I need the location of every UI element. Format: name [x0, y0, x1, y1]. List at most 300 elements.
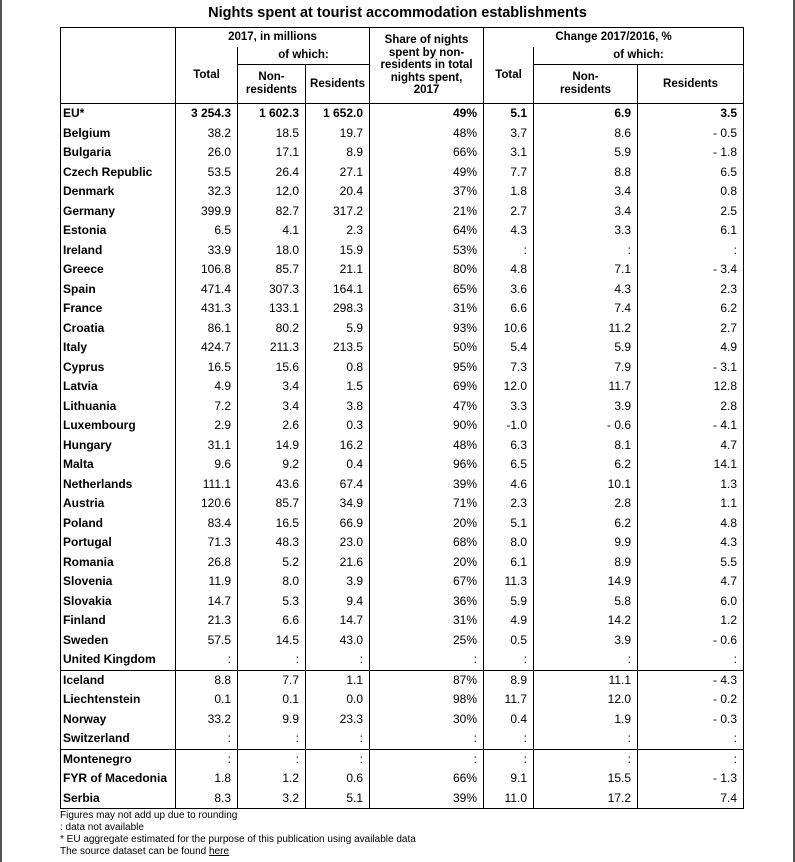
country-cell: Ireland — [61, 241, 176, 261]
change-non-residents-cell: 9.9 — [534, 533, 638, 553]
share-non-residents-cell: 30% — [370, 710, 484, 730]
country-cell: Spain — [61, 280, 176, 300]
change-residents-cell: 2.3 — [638, 280, 744, 300]
share-non-residents-cell: 37% — [370, 182, 484, 202]
residents-2017-cell: 3.8 — [306, 397, 370, 417]
non-residents-2017-cell: 5.3 — [238, 592, 306, 612]
total-2017-cell: 0.1 — [176, 690, 238, 710]
share-non-residents-cell: 69% — [370, 377, 484, 397]
residents-2017-cell: 23.3 — [306, 710, 370, 730]
change-total-cell: 2.3 — [484, 494, 534, 514]
total-2017-cell: : — [176, 749, 238, 769]
country-cell: Greece — [61, 260, 176, 280]
source-dataset-link[interactable]: here — [209, 846, 230, 857]
residents-2017-cell: 66.9 — [306, 514, 370, 534]
non-residents-2017-cell: 3.2 — [238, 789, 306, 809]
total-2017-cell: 71.3 — [176, 533, 238, 553]
residents-2017-cell: 21.6 — [306, 553, 370, 573]
share-non-residents-cell: 66% — [370, 769, 484, 789]
total-2017-cell: 14.7 — [176, 592, 238, 612]
change-residents-cell: 6.1 — [638, 221, 744, 241]
table-row — [61, 124, 744, 144]
change-residents-cell: : — [638, 729, 744, 749]
table-row — [61, 749, 744, 769]
residents-2017-cell: 1 652.0 — [306, 104, 370, 124]
non-residents-2017-cell: 6.6 — [238, 611, 306, 631]
residents-2017-cell: 27.1 — [306, 163, 370, 183]
table-row — [61, 436, 744, 456]
header-change-group: Change 2017/2016, % — [484, 28, 744, 48]
country-cell: Italy — [61, 338, 176, 358]
country-cell: Serbia — [61, 789, 176, 809]
share-non-residents-cell: 67% — [370, 572, 484, 592]
change-residents-cell: 3.5 — [638, 104, 744, 124]
country-cell: Switzerland — [61, 729, 176, 749]
non-residents-2017-cell: 9.2 — [238, 455, 306, 475]
non-residents-2017-cell: 8.0 — [238, 572, 306, 592]
total-2017-cell: 21.3 — [176, 611, 238, 631]
non-residents-2017-cell: 43.6 — [238, 475, 306, 495]
change-non-residents-cell: : — [534, 749, 638, 769]
table-row — [61, 377, 744, 397]
residents-2017-cell: 14.7 — [306, 611, 370, 631]
change-residents-cell: - 0.2 — [638, 690, 744, 710]
change-total-cell: 3.6 — [484, 280, 534, 300]
non-residents-2017-cell: 307.3 — [238, 280, 306, 300]
non-residents-2017-cell: 18.5 — [238, 124, 306, 144]
header-non-residents-2017: Non-residents — [238, 65, 306, 104]
change-residents-cell: 1.3 — [638, 475, 744, 495]
share-non-residents-cell: 53% — [370, 241, 484, 261]
change-non-residents-cell: 3.3 — [534, 221, 638, 241]
table-row — [61, 475, 744, 495]
change-non-residents-cell: 3.9 — [534, 397, 638, 417]
country-cell: Estonia — [61, 221, 176, 241]
country-cell: Czech Republic — [61, 163, 176, 183]
change-total-cell: 2.7 — [484, 202, 534, 222]
non-residents-2017-cell: : — [238, 729, 306, 749]
non-residents-2017-cell: 18.0 — [238, 241, 306, 261]
total-2017-cell: 26.8 — [176, 553, 238, 573]
table-row — [61, 202, 744, 222]
residents-2017-cell: 2.3 — [306, 221, 370, 241]
change-residents-cell: 7.4 — [638, 789, 744, 809]
total-2017-cell: 38.2 — [176, 124, 238, 144]
change-residents-cell: 4.3 — [638, 533, 744, 553]
total-2017-cell: 111.1 — [176, 475, 238, 495]
total-2017-cell: 8.8 — [176, 670, 238, 690]
non-residents-2017-cell: 12.0 — [238, 182, 306, 202]
header-of-which-2017: of which: — [238, 47, 370, 65]
residents-2017-cell: 19.7 — [306, 124, 370, 144]
change-residents-cell: - 3.1 — [638, 358, 744, 378]
residents-2017-cell: 5.9 — [306, 319, 370, 339]
residents-2017-cell: 23.0 — [306, 533, 370, 553]
header-of-which-change: of which: — [534, 47, 744, 65]
share-non-residents-cell: 90% — [370, 416, 484, 436]
total-2017-cell: 31.1 — [176, 436, 238, 456]
residents-2017-cell: 15.9 — [306, 241, 370, 261]
total-2017-cell: 8.3 — [176, 789, 238, 809]
change-residents-cell: 1.1 — [638, 494, 744, 514]
non-residents-2017-cell: 17.1 — [238, 143, 306, 163]
total-2017-cell: 83.4 — [176, 514, 238, 534]
change-residents-cell: 14.1 — [638, 455, 744, 475]
country-cell: France — [61, 299, 176, 319]
table-row — [61, 553, 744, 573]
change-total-cell: 8.9 — [484, 670, 534, 690]
share-non-residents-cell: 50% — [370, 338, 484, 358]
change-non-residents-cell: 3.9 — [534, 631, 638, 651]
share-non-residents-cell: 31% — [370, 611, 484, 631]
table-row — [61, 670, 744, 690]
share-non-residents-cell: 31% — [370, 299, 484, 319]
residents-2017-cell: 9.4 — [306, 592, 370, 612]
residents-2017-cell: 0.4 — [306, 455, 370, 475]
change-total-cell: 6.1 — [484, 553, 534, 573]
change-residents-cell: 2.8 — [638, 397, 744, 417]
change-residents-cell: - 0.6 — [638, 631, 744, 651]
country-cell: Latvia — [61, 377, 176, 397]
change-total-cell: 11.0 — [484, 789, 534, 809]
change-non-residents-cell: 17.2 — [534, 789, 638, 809]
total-2017-cell: : — [176, 729, 238, 749]
residents-2017-cell: 0.8 — [306, 358, 370, 378]
table-row — [61, 690, 744, 710]
residents-2017-cell: 164.1 — [306, 280, 370, 300]
table-row — [61, 241, 744, 261]
total-2017-cell: 424.7 — [176, 338, 238, 358]
table-row — [61, 143, 744, 163]
share-non-residents-cell: 93% — [370, 319, 484, 339]
change-non-residents-cell: 14.2 — [534, 611, 638, 631]
total-2017-cell: 6.5 — [176, 221, 238, 241]
change-non-residents-cell: 7.4 — [534, 299, 638, 319]
change-total-cell: 0.5 — [484, 631, 534, 651]
country-cell: Malta — [61, 455, 176, 475]
footnote-source: The source dataset can be found here — [60, 846, 230, 857]
change-total-cell: 6.6 — [484, 299, 534, 319]
share-non-residents-cell: 25% — [370, 631, 484, 651]
non-residents-2017-cell: 14.5 — [238, 631, 306, 651]
total-2017-cell: 471.4 — [176, 280, 238, 300]
share-non-residents-cell: : — [370, 729, 484, 749]
share-non-residents-cell: 20% — [370, 553, 484, 573]
change-residents-cell: 12.8 — [638, 377, 744, 397]
share-non-residents-cell: 66% — [370, 143, 484, 163]
table-row — [61, 789, 744, 809]
footnote-rounding: Figures may not add up due to rounding — [60, 810, 238, 821]
country-cell: FYR of Macedonia — [61, 769, 176, 789]
table-row — [61, 163, 744, 183]
change-total-cell: 12.0 — [484, 377, 534, 397]
change-non-residents-cell: 5.9 — [534, 143, 638, 163]
country-cell: Croatia — [61, 319, 176, 339]
change-total-cell: 11.3 — [484, 572, 534, 592]
residents-2017-cell: 213.5 — [306, 338, 370, 358]
non-residents-2017-cell: 9.9 — [238, 710, 306, 730]
change-non-residents-cell: 10.1 — [534, 475, 638, 495]
residents-2017-cell: 21.1 — [306, 260, 370, 280]
change-non-residents-cell: 3.4 — [534, 202, 638, 222]
total-2017-cell: 4.9 — [176, 377, 238, 397]
country-cell: Montenegro — [61, 749, 176, 769]
non-residents-2017-cell: 7.7 — [238, 670, 306, 690]
change-residents-cell: - 0.5 — [638, 124, 744, 144]
residents-2017-cell: : — [306, 749, 370, 769]
non-residents-2017-cell: 14.9 — [238, 436, 306, 456]
change-total-cell: 5.9 — [484, 592, 534, 612]
share-non-residents-cell: 71% — [370, 494, 484, 514]
residents-2017-cell: 298.3 — [306, 299, 370, 319]
share-non-residents-cell: 39% — [370, 475, 484, 495]
non-residents-2017-cell: 3.4 — [238, 397, 306, 417]
residents-2017-cell: 43.0 — [306, 631, 370, 651]
change-residents-cell: 5.5 — [638, 553, 744, 573]
total-2017-cell: 57.5 — [176, 631, 238, 651]
change-total-cell: 9.1 — [484, 769, 534, 789]
change-residents-cell: - 4.3 — [638, 670, 744, 690]
table-row — [61, 592, 744, 612]
table-row — [61, 494, 744, 514]
change-non-residents-cell: 8.8 — [534, 163, 638, 183]
table-row — [61, 260, 744, 280]
country-cell: Hungary — [61, 436, 176, 456]
residents-2017-cell: 0.3 — [306, 416, 370, 436]
total-2017-cell: 16.5 — [176, 358, 238, 378]
total-2017-cell: 32.3 — [176, 182, 238, 202]
non-residents-2017-cell: 26.4 — [238, 163, 306, 183]
change-non-residents-cell: 5.8 — [534, 592, 638, 612]
change-total-cell: 4.6 — [484, 475, 534, 495]
change-non-residents-cell: 11.7 — [534, 377, 638, 397]
share-non-residents-cell: 68% — [370, 533, 484, 553]
country-cell: Norway — [61, 710, 176, 730]
share-non-residents-cell: 96% — [370, 455, 484, 475]
residents-2017-cell: 67.4 — [306, 475, 370, 495]
header-residents-2017: Residents — [306, 65, 370, 104]
share-non-residents-cell: 98% — [370, 690, 484, 710]
non-residents-2017-cell: 0.1 — [238, 690, 306, 710]
change-total-cell: 10.6 — [484, 319, 534, 339]
total-2017-cell: 3 254.3 — [176, 104, 238, 124]
country-cell: Belgium — [61, 124, 176, 144]
share-non-residents-cell: 49% — [370, 163, 484, 183]
country-cell: Romania — [61, 553, 176, 573]
share-non-residents-cell: 47% — [370, 397, 484, 417]
residents-2017-cell: 0.0 — [306, 690, 370, 710]
change-total-cell: 5.1 — [484, 104, 534, 124]
change-non-residents-cell: 4.3 — [534, 280, 638, 300]
non-residents-2017-cell: 1 602.3 — [238, 104, 306, 124]
change-non-residents-cell: : — [534, 650, 638, 670]
total-2017-cell: 7.2 — [176, 397, 238, 417]
share-non-residents-cell: 48% — [370, 124, 484, 144]
country-cell: Bulgaria — [61, 143, 176, 163]
change-total-cell: 7.7 — [484, 163, 534, 183]
change-non-residents-cell: 8.9 — [534, 553, 638, 573]
country-cell: United Kingdom — [61, 650, 176, 670]
non-residents-2017-cell: 85.7 — [238, 494, 306, 514]
table-row — [61, 416, 744, 436]
corner-cell — [61, 28, 176, 104]
non-residents-2017-cell: 133.1 — [238, 299, 306, 319]
table-row — [61, 611, 744, 631]
change-total-cell: -1.0 — [484, 416, 534, 436]
left-page-border — [0, 0, 2, 862]
change-residents-cell: : — [638, 650, 744, 670]
residents-2017-cell: 3.9 — [306, 572, 370, 592]
share-non-residents-cell: 87% — [370, 670, 484, 690]
header-residents-change: Residents — [638, 65, 744, 104]
country-cell: Poland — [61, 514, 176, 534]
footnotes — [60, 810, 416, 858]
residents-2017-cell: : — [306, 650, 370, 670]
share-non-residents-cell: 20% — [370, 514, 484, 534]
change-total-cell: 11.7 — [484, 690, 534, 710]
non-residents-2017-cell: 211.3 — [238, 338, 306, 358]
non-residents-2017-cell: 48.3 — [238, 533, 306, 553]
non-residents-2017-cell: 15.6 — [238, 358, 306, 378]
change-non-residents-cell: - 0.6 — [534, 416, 638, 436]
change-residents-cell: - 0.3 — [638, 710, 744, 730]
change-non-residents-cell: 7.9 — [534, 358, 638, 378]
table-row — [61, 769, 744, 789]
total-2017-cell: 106.8 — [176, 260, 238, 280]
non-residents-2017-cell: 16.5 — [238, 514, 306, 534]
non-residents-2017-cell: : — [238, 749, 306, 769]
change-residents-cell: 4.9 — [638, 338, 744, 358]
country-cell: Liechtenstein — [61, 690, 176, 710]
table-row — [61, 358, 744, 378]
change-non-residents-cell: 12.0 — [534, 690, 638, 710]
table-row — [61, 182, 744, 202]
change-total-cell: 4.3 — [484, 221, 534, 241]
change-total-cell: 7.3 — [484, 358, 534, 378]
non-residents-2017-cell: : — [238, 650, 306, 670]
total-2017-cell: 33.9 — [176, 241, 238, 261]
country-cell: Luxembourg — [61, 416, 176, 436]
change-residents-cell: 4.8 — [638, 514, 744, 534]
residents-2017-cell: 0.6 — [306, 769, 370, 789]
change-residents-cell: 6.0 — [638, 592, 744, 612]
residents-2017-cell: 16.2 — [306, 436, 370, 456]
country-cell: Denmark — [61, 182, 176, 202]
country-cell: Portugal — [61, 533, 176, 553]
table-title: Nights spent at tourist accommodation establishments — [208, 5, 587, 21]
share-non-residents-cell: 49% — [370, 104, 484, 124]
total-2017-cell: 9.6 — [176, 455, 238, 475]
change-total-cell: : — [484, 650, 534, 670]
total-2017-cell: 33.2 — [176, 710, 238, 730]
residents-2017-cell: 1.1 — [306, 670, 370, 690]
change-non-residents-cell: 7.1 — [534, 260, 638, 280]
residents-2017-cell: 1.5 — [306, 377, 370, 397]
table-row — [61, 533, 744, 553]
share-non-residents-cell: : — [370, 749, 484, 769]
country-cell: Slovakia — [61, 592, 176, 612]
change-residents-cell: - 4.1 — [638, 416, 744, 436]
residents-2017-cell: 317.2 — [306, 202, 370, 222]
table-row — [61, 650, 744, 670]
share-non-residents-cell: 64% — [370, 221, 484, 241]
table-row — [61, 572, 744, 592]
change-total-cell: : — [484, 241, 534, 261]
change-residents-cell: - 1.8 — [638, 143, 744, 163]
non-residents-2017-cell: 82.7 — [238, 202, 306, 222]
change-residents-cell: : — [638, 241, 744, 261]
nights-spent-table — [60, 27, 744, 809]
non-residents-2017-cell: 4.1 — [238, 221, 306, 241]
country-cell: Austria — [61, 494, 176, 514]
change-non-residents-cell: 1.9 — [534, 710, 638, 730]
table-row — [61, 104, 744, 124]
total-2017-cell: 11.9 — [176, 572, 238, 592]
table-row — [61, 280, 744, 300]
non-residents-2017-cell: 3.4 — [238, 377, 306, 397]
change-total-cell: 6.5 — [484, 455, 534, 475]
share-non-residents-cell: : — [370, 650, 484, 670]
total-2017-cell: 2.9 — [176, 416, 238, 436]
residents-2017-cell: : — [306, 729, 370, 749]
change-total-cell: 5.1 — [484, 514, 534, 534]
change-residents-cell: 0.8 — [638, 182, 744, 202]
change-non-residents-cell: 6.2 — [534, 514, 638, 534]
table-row — [61, 514, 744, 534]
country-cell: Sweden — [61, 631, 176, 651]
share-non-residents-cell: 48% — [370, 436, 484, 456]
change-total-cell: 5.4 — [484, 338, 534, 358]
share-non-residents-cell: 39% — [370, 789, 484, 809]
change-residents-cell: 4.7 — [638, 436, 744, 456]
change-residents-cell: 6.5 — [638, 163, 744, 183]
change-total-cell: 3.7 — [484, 124, 534, 144]
change-residents-cell: 4.7 — [638, 572, 744, 592]
change-total-cell: 3.3 — [484, 397, 534, 417]
country-cell: Lithuania — [61, 397, 176, 417]
country-cell: Iceland — [61, 670, 176, 690]
change-non-residents-cell: 8.6 — [534, 124, 638, 144]
footnote-eu-aggregate: * EU aggregate estimated for the purpose of this publication using available data — [60, 834, 416, 845]
share-non-residents-cell: 65% — [370, 280, 484, 300]
change-non-residents-cell: 5.9 — [534, 338, 638, 358]
change-non-residents-cell: 6.2 — [534, 455, 638, 475]
change-non-residents-cell: : — [534, 241, 638, 261]
change-non-residents-cell: 6.9 — [534, 104, 638, 124]
residents-2017-cell: 5.1 — [306, 789, 370, 809]
total-2017-cell: 120.6 — [176, 494, 238, 514]
country-cell: Cyprus — [61, 358, 176, 378]
header-non-residents-change: Non-residents — [534, 65, 638, 104]
header-share: Share of nights spent by non-residents in total nights spent, 2017 — [370, 28, 484, 104]
share-non-residents-cell: 36% — [370, 592, 484, 612]
non-residents-2017-cell: 2.6 — [238, 416, 306, 436]
change-residents-cell: 6.2 — [638, 299, 744, 319]
change-residents-cell: - 3.4 — [638, 260, 744, 280]
residents-2017-cell: 8.9 — [306, 143, 370, 163]
change-non-residents-cell: : — [534, 729, 638, 749]
change-total-cell: 4.9 — [484, 611, 534, 631]
table-row — [61, 397, 744, 417]
share-non-residents-cell: 95% — [370, 358, 484, 378]
change-total-cell: 0.4 — [484, 710, 534, 730]
non-residents-2017-cell: 5.2 — [238, 553, 306, 573]
table-row — [61, 221, 744, 241]
table-row — [61, 319, 744, 339]
non-residents-2017-cell: 1.2 — [238, 769, 306, 789]
country-cell: Slovenia — [61, 572, 176, 592]
change-non-residents-cell: 8.1 — [534, 436, 638, 456]
